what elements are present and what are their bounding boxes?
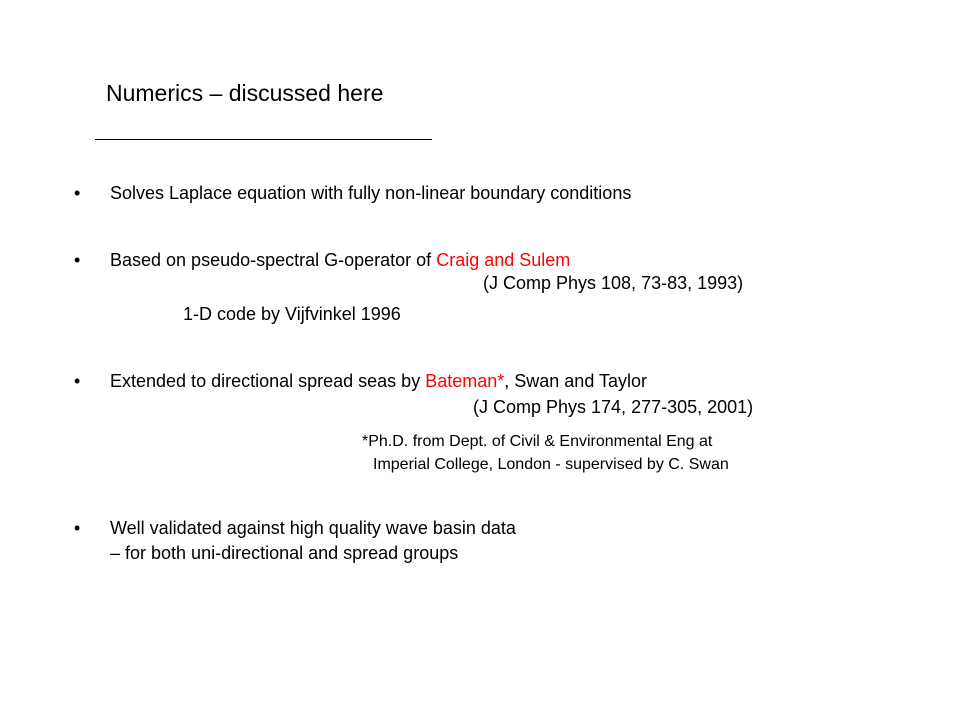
bullet-dot-4: • [74, 518, 81, 538]
bullet-dot-3: • [74, 371, 81, 391]
bullet-3-footnote-line1: *Ph.D. from Dept. of Civil & Environmental Eng at [362, 433, 713, 450]
title-underline [95, 139, 432, 140]
bullet-2-note: 1-D code by Vijfvinkel 1996 [183, 304, 401, 324]
bullet-3-text: Extended to directional spread seas by [110, 371, 426, 391]
slide-title: Numerics – discussed here [106, 80, 384, 106]
bullet-3-reference: (J Comp Phys 174, 277-305, 2001) [473, 397, 754, 417]
bullet-4-line2: – for both uni-directional and spread groups [110, 543, 459, 563]
bullet-3-text-after: , Swan and Taylor [504, 371, 648, 391]
bullet-dot-1: • [74, 183, 81, 203]
bullet-2-text: Based on pseudo-spectral G-operator of [110, 250, 437, 270]
bullet-4-line1: Well validated against high quality wave basin data [110, 518, 516, 538]
bullet-3-line [110, 371, 647, 392]
bullet-1-text: Solves Laplace equation with fully non-linear boundary conditions [110, 183, 632, 203]
bullet-dot-2: • [74, 250, 81, 270]
bullet-2-highlight: Craig and Sulem [436, 250, 571, 270]
bullet-3-footnote-line2: Imperial College, London - supervised by C. Swan [373, 456, 729, 473]
bullet-2-reference: (J Comp Phys 108, 73-83, 1993) [483, 273, 744, 293]
bullet-3-highlight: Bateman* [425, 371, 505, 391]
bullet-2-line [110, 250, 570, 271]
